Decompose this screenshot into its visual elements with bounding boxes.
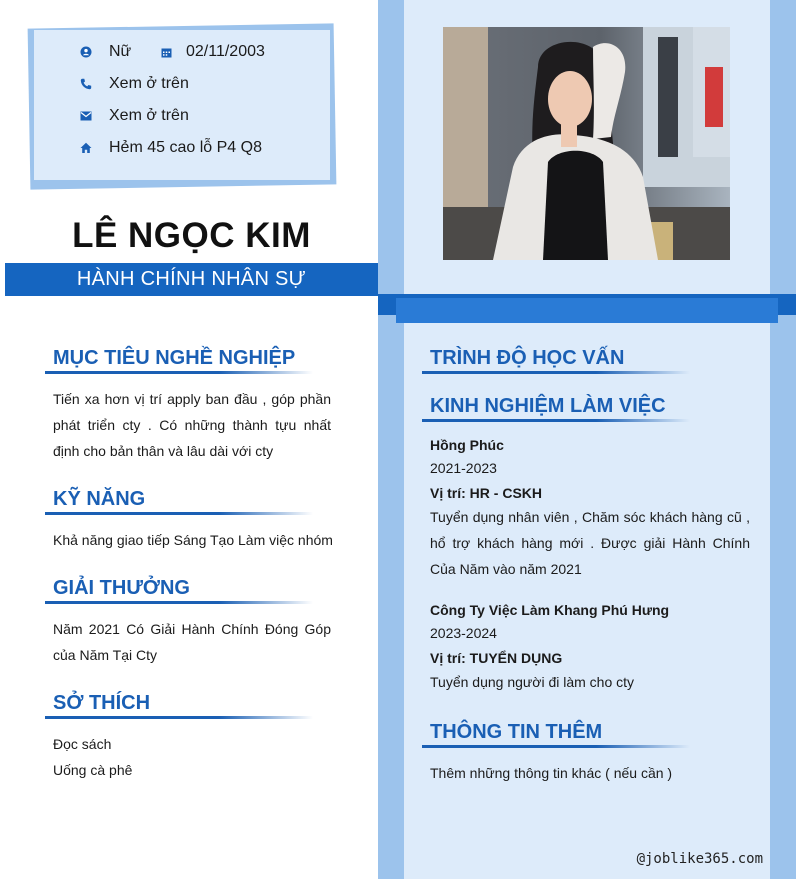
objective-heading: MỤC TIÊU NGHỀ NGHIỆP [53,347,296,369]
contact-card [34,30,330,180]
job-company: Hồng Phúc [430,437,504,453]
job-period: 2021-2023 [430,460,497,476]
extra-info-divider [422,745,690,748]
hobbies-heading: SỞ THÍCH [53,692,151,714]
profile-photo [443,27,730,260]
hobbies-list [53,731,331,783]
contact-gender-row [80,42,131,62]
candidate-name: LÊ NGỌC KIM [72,216,311,255]
email-value: Xem ở trên [109,107,189,124]
gender-value: Nữ [109,43,132,60]
education-heading: TRÌNH ĐỘ HỌC VẤN [430,347,625,369]
experience-divider [422,419,690,422]
home-icon [80,142,92,154]
person-icon [80,46,92,58]
job-entry [430,436,750,582]
job-role: Vị trí: TUYỂN DỤNG [430,650,563,666]
calendar-icon [160,46,172,58]
experience-heading: KINH NGHIỆM LÀM VIỆC [430,395,666,417]
job-description: Tuyển dụng người đi làm cho cty [430,674,635,690]
watermark: @joblike365.com [636,851,763,867]
awards-heading: GIẢI THƯỞNG [53,577,190,599]
education-divider [422,371,690,374]
contact-phone-row [80,74,189,94]
awards-divider [45,601,313,604]
awards-text: Năm 2021 Có Giải Hành Chính Đóng Góp của Năm Tại Cty [53,621,331,663]
job-description: Tuyển dụng nhân viên , Chăm sóc khách hàng cũ , hổ trợ khách hàng mới . Được giải Hành Chính Của Năm vào năm 2021 [430,509,750,577]
objective-divider [45,371,313,374]
candidate-position: HÀNH CHÍNH NHÂN SỰ [5,263,378,296]
address-value: Hẻm 45 cao lỗ P4 Q8 [109,139,262,156]
skills-divider [45,512,313,515]
phone-value: Xem ở trên [109,75,189,92]
job-role: Vị trí: HR - CSKH [430,485,542,501]
job-period: 2023-2024 [430,625,497,641]
contact-birthdate-row [160,42,265,62]
job-company: Công Ty Việc Làm Khang Phú Hưng [430,602,670,618]
hobby-item: Đọc sách [53,736,112,752]
right-accent-band-inner [396,298,778,323]
birthdate-value: 02/11/2003 [186,43,265,60]
skills-heading: KỸ NĂNG [53,488,146,510]
contact-address-row [80,138,262,158]
phone-icon [80,78,92,90]
extra-info-heading: THÔNG TIN THÊM [430,721,603,743]
extra-info-text: Thêm những thông tin khác ( nếu cần ) [430,765,673,781]
job-entry [430,601,750,695]
objective-text: Tiến xa hơn vị trí apply ban đầu , góp phần phát triển cty . Có những thành tựu nhất định cho bản thân và lâu dài với cty [53,391,331,459]
envelope-icon [80,110,92,122]
hobbies-divider [45,716,313,719]
contact-email-row [80,106,189,126]
skills-text: Khả năng giao tiếp Sáng Tạo Làm việc nhóm [53,532,333,548]
hobby-item: Uống cà phê [53,762,133,778]
